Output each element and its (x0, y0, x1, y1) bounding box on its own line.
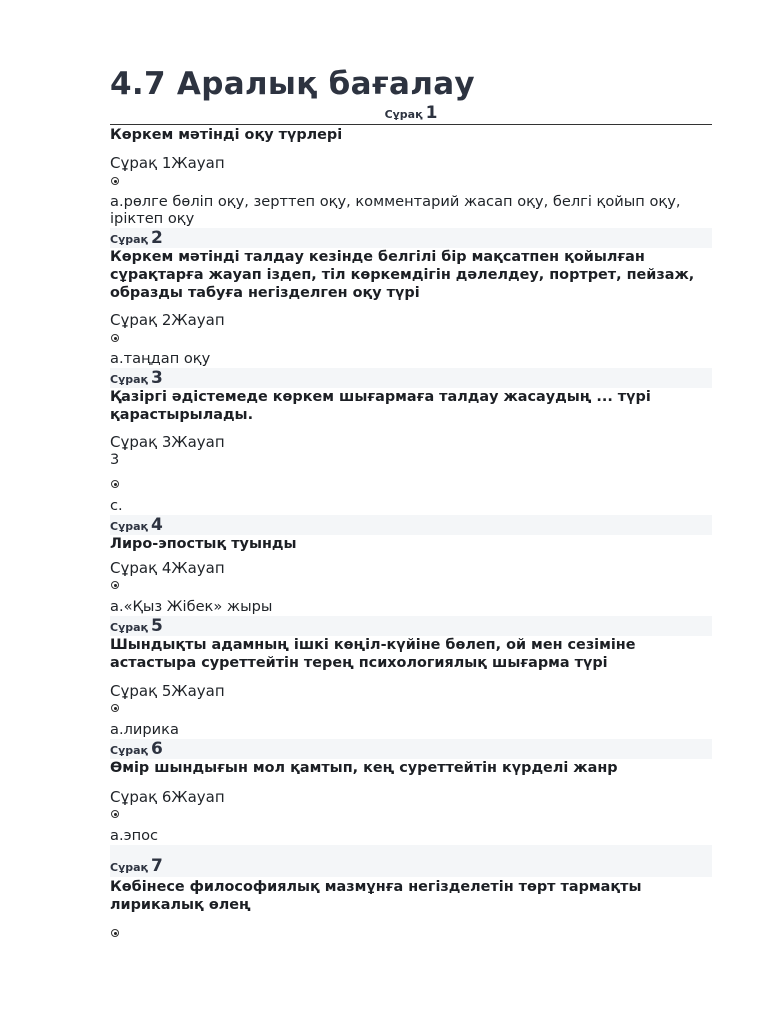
question-3-answer-label: Сұрақ 3Жауап (110, 433, 225, 451)
question-5-header (110, 616, 712, 636)
question-1-text: Көркем мәтінді оқу түрлері (110, 127, 343, 143)
question-word: Сұрақ (110, 744, 149, 757)
question-number: 5 (151, 616, 163, 636)
question-3-header (110, 368, 712, 388)
question-2-answer: a.таңдап оқу (110, 350, 211, 367)
question-3-value: 3 (110, 451, 120, 468)
question-7-header (110, 845, 712, 877)
question-7-text: Көбінесе философиялық мазмұнға негізделетін төрт тармақты лирикалық өлең (110, 879, 642, 913)
question-6-header (110, 739, 712, 759)
question-word: Сұрақ (110, 373, 149, 386)
question-number: 3 (151, 368, 163, 388)
page-title: 4.7 Аралық бағалау (110, 66, 475, 102)
question-number: 2 (151, 228, 163, 248)
question-4-answer-label: Сұрақ 4Жауап (110, 559, 225, 577)
question-2-header (110, 228, 712, 248)
question-number: 4 (151, 515, 163, 535)
question-6-radio-selected[interactable] (111, 810, 119, 818)
question-5-radio-selected[interactable] (111, 704, 119, 712)
question-number: 7 (151, 856, 163, 876)
question-3-answer: c. (110, 497, 123, 514)
question-1-answer: a.рөлге бөліп оқу, зерттеп оқу, комментарий жасап оқу, белгі қойып оқу, іріктеп оқу (110, 193, 681, 227)
question-4-header (110, 515, 712, 535)
question-6-answer-label: Сұрақ 6Жауап (110, 788, 225, 806)
question-3-radio-selected[interactable] (111, 480, 119, 488)
question-7-radio-selected[interactable] (111, 929, 119, 937)
question-2-answer-label: Сұрақ 2Жауап (110, 311, 225, 329)
question-4-text: Лиро-эпостық туынды (110, 536, 297, 552)
question-4-answer: a.«Қыз Жібек» жыры (110, 598, 273, 615)
question-word: Сұрақ (110, 520, 149, 533)
question-5-answer-label: Сұрақ 5Жауап (110, 682, 225, 700)
question-2-radio-selected[interactable] (111, 334, 119, 342)
question-3-text: Қазіргі әдістемеде көркем шығармаға талдау жасаудың ... түрі қарастырылады. (110, 389, 651, 423)
question-word: Сұрақ (110, 233, 149, 246)
question-1-radio-selected[interactable] (111, 177, 119, 185)
question-4-radio-selected[interactable] (111, 581, 119, 589)
question-word: Сұрақ (384, 108, 423, 121)
question-5-text: Шындықты адамның ішкі көңіл-күйіне бөлеп, ой мен сезіміне астастыра суреттейтін терең психологиялық шығарма түрі (110, 637, 636, 671)
question-1-answer-label: Сұрақ 1Жауап (110, 154, 225, 172)
question-6-answer: a.эпос (110, 827, 159, 844)
question-word: Сұрақ (110, 861, 149, 874)
question-1-header (110, 103, 712, 125)
question-5-answer: a.лирика (110, 721, 179, 738)
question-number: 1 (425, 103, 438, 123)
question-word: Сұрақ (110, 621, 149, 634)
question-2-text: Көркем мәтінді талдау кезінде белгілі бір мақсатпен қойылған сұрақтарға жауап іздеп, тіл көркемдігін дәлелдеу, портрет, пейзаж, образды табуға негізделген оқу түрі (110, 249, 695, 301)
question-number: 6 (151, 739, 163, 759)
question-6-text: Өмір шындығын мол қамтып, кең суреттейтін күрделі жанр (110, 760, 618, 776)
